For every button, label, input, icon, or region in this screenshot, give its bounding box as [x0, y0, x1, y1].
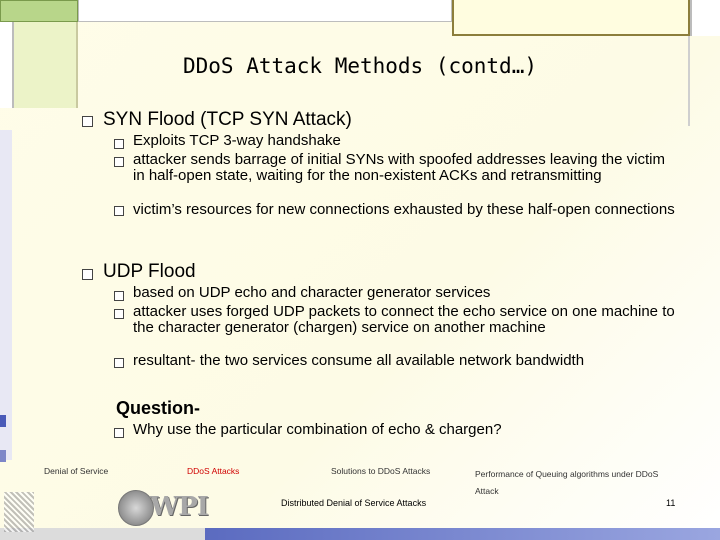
- corner-logo-icon: [4, 492, 34, 532]
- sub-bullet-icon: [114, 139, 124, 149]
- top-right-decoration-edge: [690, 0, 720, 36]
- left-decoration-stripe: [0, 130, 12, 460]
- sub-bullet-icon: [114, 157, 124, 167]
- list-item: attacker sends barrage of initial SYNs with spoofed addresses leaving the victim in half-open state, waiting for the non-existent ACKs and retransmitting: [133, 151, 665, 184]
- list-item: victim’s resources for new connections exhausted by these half-open connections: [133, 201, 675, 218]
- footer-nav-link[interactable]: Denial of Service: [44, 466, 109, 476]
- footer-nav-link[interactable]: Performance of Queuing algorithms under DDoS Attack: [475, 469, 659, 496]
- bullet-icon: [82, 269, 93, 280]
- sub-bullet-icon: [114, 358, 124, 368]
- question-item: Why use the particular combination of echo & chargen?: [133, 421, 502, 438]
- list-item: based on UDP echo and character generator services: [133, 284, 491, 301]
- list-item: Exploits TCP 3-way handshake: [133, 132, 341, 149]
- sub-bullet-icon: [114, 428, 124, 438]
- left-decoration-marker: [0, 415, 6, 427]
- question-label: Question-: [116, 398, 200, 418]
- right-decoration-line: [688, 36, 690, 126]
- footer-nav-link-active[interactable]: DDoS Attacks: [187, 466, 240, 476]
- left-decoration-marker: [0, 450, 6, 462]
- footer-nav-link[interactable]: Solutions to DDoS Attacks: [331, 466, 431, 476]
- slide-title: DDoS Attack Methods (contd…): [182, 54, 537, 78]
- wpi-logo: WPI: [150, 492, 208, 522]
- bottom-accent-bar: [205, 528, 720, 540]
- sub-bullet-icon: [114, 291, 124, 301]
- footer-presentation-title: Distributed Denial of Service Attacks: [281, 498, 427, 508]
- top-decoration-bar: [78, 0, 452, 22]
- section-heading: UDP Flood: [103, 261, 196, 282]
- list-item: resultant- the two services consume all available network bandwidth: [133, 352, 585, 369]
- sub-bullet-icon: [114, 206, 124, 216]
- list-item: attacker uses forged UDP packets to connect the echo service on one machine to the character generator (chargen) service on another machine: [133, 303, 675, 336]
- wpi-seal-icon: [118, 490, 154, 526]
- top-right-decoration: [452, 0, 690, 36]
- corner-decoration: [0, 0, 78, 22]
- page-number: 11: [666, 498, 676, 508]
- bullet-icon: [82, 116, 93, 127]
- sub-bullet-icon: [114, 309, 124, 319]
- section-heading: SYN Flood (TCP SYN Attack): [103, 109, 352, 130]
